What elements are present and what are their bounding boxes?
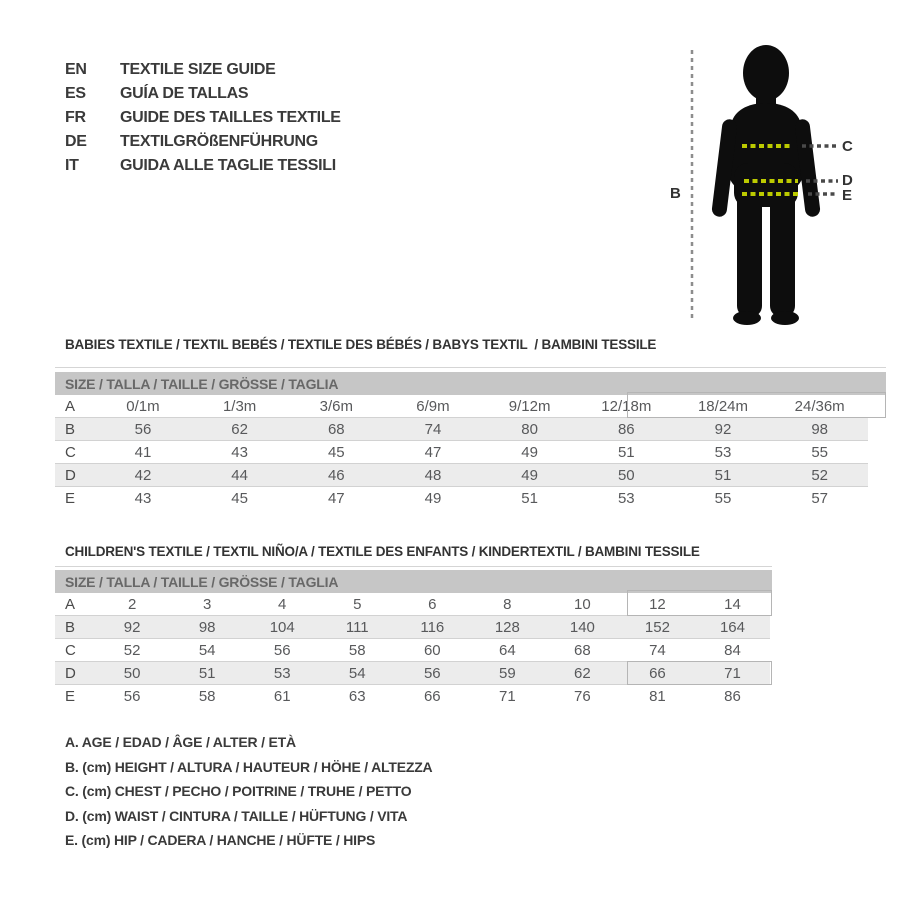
table-cell: 98 <box>198 618 216 636</box>
table-cell: 140 <box>569 618 595 636</box>
table-cell: 81 <box>649 688 666 705</box>
table-cell: 51 <box>714 466 732 484</box>
table-row-C <box>55 639 770 662</box>
table-cell: 68 <box>574 641 591 659</box>
table-cell: 49 <box>424 490 442 507</box>
legend-chest: C. (cm) CHEST / PECHO / POITRINE / TRUHE / PETTO <box>65 783 412 799</box>
table-cell: 47 <box>424 443 442 461</box>
table-cell: 53 <box>617 490 635 507</box>
table-cell: 24/36m <box>794 397 845 415</box>
row-label: B <box>65 618 76 636</box>
table-cell: 48 <box>424 466 442 484</box>
table-row-D <box>55 464 868 487</box>
table-cell: 74 <box>424 420 442 438</box>
table-cell: 92 <box>714 420 732 438</box>
table-cell: 62 <box>574 664 591 682</box>
table-cell: 66 <box>649 664 666 682</box>
guide-title: GUÍA DE TALLAS <box>120 85 249 102</box>
child-silhouette-figure <box>660 35 900 335</box>
table-cell: 104 <box>269 618 295 636</box>
table-cell: 47 <box>327 490 345 507</box>
table-cell: 44 <box>231 466 248 484</box>
table-cell: 14 <box>724 595 741 613</box>
table-cell: 152 <box>644 618 670 636</box>
table-cell: 92 <box>123 618 141 636</box>
table-cell: 76 <box>574 688 591 705</box>
table-cell: 53 <box>714 443 732 461</box>
table-cell: 42 <box>134 466 152 484</box>
row-label: D <box>65 664 76 682</box>
table-cell: 71 <box>499 688 516 705</box>
table-cell: 18/24m <box>697 397 749 415</box>
table-cell: 5 <box>353 595 362 613</box>
guide-title: TEXTILGRÖßENFÜHRUNG <box>120 133 318 150</box>
table-cell: 41 <box>134 443 152 461</box>
legend-height: B. (cm) HEIGHT / ALTURA / HAUTEUR / HÖHE / ALTEZZA <box>65 758 433 775</box>
table-cell: 56 <box>134 420 152 438</box>
legend-waist: D. (cm) WAIST / CINTURA / TAILLE / HÜFTUNG / VITA <box>65 807 408 824</box>
table-cell: 86 <box>617 420 635 438</box>
highlight-box-children-size-12-14 <box>627 590 772 616</box>
table-cell: 49 <box>521 443 538 461</box>
legend-age: A. AGE / EDAD / ÂGE / ALTER / ETÀ <box>65 734 296 750</box>
table-cell: 8 <box>503 595 512 613</box>
table-row-E <box>55 685 770 708</box>
table-cell: 63 <box>348 688 366 705</box>
table-cell: 66 <box>423 688 441 705</box>
divider <box>55 367 886 368</box>
language-code: FR <box>65 109 86 126</box>
babies-size-header: SIZE / TALLA / TAILLE / GRÖSSE / TAGLIA <box>55 372 886 395</box>
table-cell: 84 <box>724 641 741 659</box>
legend-hip: E. (cm) HIP / CADERA / HANCHE / HÜFTE / HIPS <box>65 832 376 848</box>
table-cell: 10 <box>574 595 591 613</box>
row-label: D <box>65 466 76 484</box>
table-cell: 12/18m <box>601 397 652 415</box>
table-cell: 6/9m <box>416 397 450 415</box>
babies-table-title: BABIES TEXTILE / TEXTIL BEBÉS / TEXTILE DES BÉBÉS / BABYS TEXTIL / BAMBINI TESSILE <box>65 337 657 352</box>
language-row-en <box>65 58 341 82</box>
chest-measure-label: C <box>842 138 853 155</box>
table-cell: 111 <box>345 618 369 636</box>
table-cell: 45 <box>231 490 248 507</box>
language-row-fr <box>65 106 341 130</box>
table-cell: 55 <box>714 490 732 507</box>
language-code: DE <box>65 133 87 150</box>
table-cell: 116 <box>420 618 445 636</box>
table-row-B <box>55 616 770 639</box>
guide-title: TEXTILE SIZE GUIDE <box>120 61 276 78</box>
table-cell: 51 <box>521 490 538 507</box>
table-cell: 71 <box>724 664 741 682</box>
table-cell: 57 <box>811 490 828 507</box>
child-silhouette <box>711 45 821 325</box>
table-cell: 6 <box>428 595 437 613</box>
children-table-title: CHILDREN'S TEXTILE / TEXTIL NIÑO/A / TEXTILE DES ENFANTS / KINDERTEXTIL / BAMBINI TESSILE <box>65 544 700 559</box>
table-cell: 52 <box>123 641 141 659</box>
table-cell: 52 <box>811 466 828 484</box>
waist-measure-label: D <box>842 172 853 189</box>
hip-measure-label: E <box>842 187 852 204</box>
measurement-legend <box>65 730 432 853</box>
table-cell: 56 <box>423 664 441 682</box>
table-cell: 56 <box>123 688 141 705</box>
height-measure-label: B <box>670 185 681 202</box>
table-cell: 49 <box>521 466 538 484</box>
table-cell: 46 <box>327 466 345 484</box>
language-code: ES <box>65 85 86 102</box>
divider <box>55 566 772 567</box>
table-cell: 51 <box>198 664 216 682</box>
row-label: A <box>65 397 76 415</box>
table-cell: 55 <box>811 443 828 461</box>
table-cell: 3/6m <box>319 397 353 415</box>
language-row-de <box>65 130 341 154</box>
table-cell: 60 <box>423 641 441 659</box>
highlight-box-children-waist-12-14 <box>627 661 772 685</box>
table-cell: 68 <box>327 420 345 438</box>
row-label: C <box>65 443 76 461</box>
language-title-list <box>65 58 341 178</box>
table-cell: 61 <box>273 688 291 705</box>
row-label: C <box>65 641 76 659</box>
table-cell: 4 <box>278 595 287 613</box>
table-cell: 43 <box>231 443 248 461</box>
highlight-box-babies-12-36m <box>627 392 886 418</box>
table-cell: 80 <box>521 420 538 438</box>
table-cell: 2 <box>127 595 137 613</box>
table-cell: 1/3m <box>222 397 257 415</box>
table-cell: 51 <box>617 443 635 461</box>
row-label: B <box>65 420 76 438</box>
table-cell: 54 <box>348 664 366 682</box>
table-cell: 43 <box>134 490 152 507</box>
language-code: IT <box>65 157 79 174</box>
table-cell: 59 <box>499 664 516 682</box>
language-code: EN <box>65 61 87 78</box>
table-cell: 0/1m <box>126 397 160 415</box>
table-cell: 128 <box>494 618 520 636</box>
language-row-es <box>65 82 341 106</box>
table-cell: 50 <box>617 466 635 484</box>
table-cell: 53 <box>273 664 291 682</box>
table-cell: 12 <box>649 595 666 613</box>
table-cell: 164 <box>719 618 745 636</box>
table-row-E <box>55 487 868 510</box>
children-size-header: SIZE / TALLA / TAILLE / GRÖSSE / TAGLIA <box>55 570 772 593</box>
table-cell: 3 <box>202 595 212 613</box>
table-cell: 54 <box>198 641 216 659</box>
table-cell: 50 <box>123 664 141 682</box>
table-row-B <box>55 418 868 441</box>
table-cell: 45 <box>327 443 345 461</box>
row-label: E <box>65 490 76 507</box>
guide-title: GUIDA ALLE TAGLIE TESSILI <box>120 157 336 174</box>
table-cell: 58 <box>348 641 366 659</box>
table-cell: 9/12m <box>508 397 551 415</box>
table-cell: 56 <box>273 641 291 659</box>
table-row-C <box>55 441 868 464</box>
row-label: A <box>65 595 76 613</box>
row-label: E <box>65 688 76 705</box>
table-cell: 74 <box>649 641 666 659</box>
table-cell: 58 <box>198 688 216 705</box>
language-row-it <box>65 154 341 178</box>
guide-title: GUIDE DES TAILLES TEXTILE <box>120 109 341 126</box>
table-cell: 64 <box>499 641 516 659</box>
table-cell: 98 <box>811 420 828 438</box>
table-cell: 86 <box>724 688 741 705</box>
table-cell: 62 <box>231 420 248 438</box>
